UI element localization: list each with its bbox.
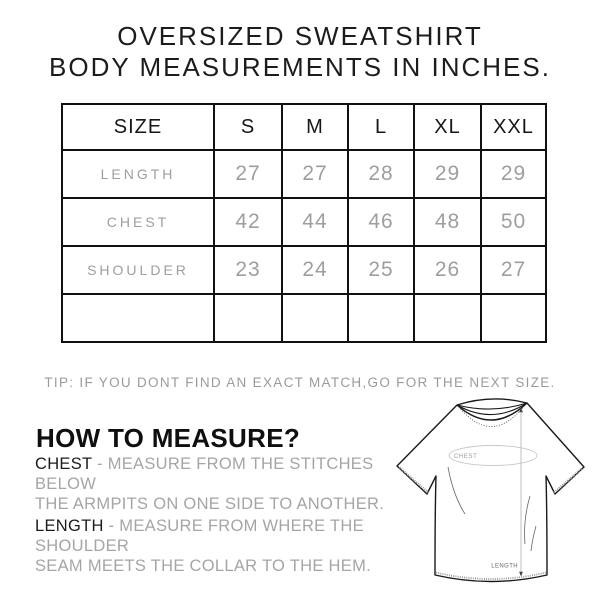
measure-chest-text-line1: - MEASURE FROM THE STITCHES BELOW: [35, 455, 374, 493]
cell-chest-l: 46: [348, 198, 414, 246]
cell-shoulder-l: 25: [348, 246, 414, 294]
cell-empty-l: [348, 294, 414, 342]
cell-chest-s: 42: [214, 198, 282, 246]
row-label-length: LENGTH: [62, 150, 214, 198]
row-label-empty: [62, 294, 214, 342]
cell-empty-xxl: [481, 294, 546, 342]
row-label-chest: CHEST: [62, 198, 214, 246]
page-title: [0, 21, 600, 83]
measure-instruction-chest: [35, 454, 430, 514]
column-header-xxl: XXL: [481, 104, 546, 150]
sizing-tip: TIP: IF YOU DONT FIND AN EXACT MATCH,GO FOR THE NEXT SIZE.: [44, 375, 556, 390]
chest-diagram-label: CHEST: [454, 454, 478, 460]
cell-shoulder-m: 24: [282, 246, 348, 294]
cell-shoulder-xxl: 27: [481, 246, 546, 294]
tshirt-diagram: [394, 397, 592, 597]
column-header-s: S: [214, 104, 282, 150]
cell-empty-xl: [414, 294, 481, 342]
measure-chest-label: CHEST: [35, 455, 93, 473]
title-line-1: OVERSIZED SWEATSHIRT: [117, 21, 483, 51]
cell-chest-xl: 48: [414, 198, 481, 246]
measure-length-text-line2: SEAM MEETS THE COLLAR TO THE HEM.: [35, 557, 372, 575]
cell-empty-m: [282, 294, 348, 342]
size-chart-table: [61, 103, 547, 343]
title-line-2: BODY MEASUREMENTS IN INCHES.: [49, 52, 551, 82]
table-header-row: [62, 104, 546, 150]
column-header-xl: XL: [414, 104, 481, 150]
row-label-shoulder: SHOULDER: [62, 246, 214, 294]
cell-length-s: 27: [214, 150, 282, 198]
length-diagram-label: LENGTH: [491, 563, 518, 570]
how-to-measure-heading: HOW TO MEASURE?: [36, 423, 301, 453]
cell-shoulder-xl: 26: [414, 246, 481, 294]
cell-length-m: 27: [282, 150, 348, 198]
column-header-size: SIZE: [62, 104, 214, 150]
measure-length-label: LENGTH: [35, 517, 104, 535]
cell-length-xxl: 29: [481, 150, 546, 198]
cell-chest-xxl: 50: [481, 198, 546, 246]
cell-length-l: 28: [348, 150, 414, 198]
table-row-chest: [62, 198, 546, 246]
measure-length-text-line1: - MEASURE FROM WHERE THE SHOULDER: [35, 517, 364, 555]
table-row-shoulder: [62, 246, 546, 294]
column-header-m: M: [282, 104, 348, 150]
measure-chest-text-line2: THE ARMPITS ON ONE SIDE TO ANOTHER.: [35, 495, 385, 513]
column-header-l: L: [348, 104, 414, 150]
table-row-length: [62, 150, 546, 198]
cell-length-xl: 29: [414, 150, 481, 198]
table-row-empty: [62, 294, 546, 342]
cell-empty-s: [214, 294, 282, 342]
cell-shoulder-s: 23: [214, 246, 282, 294]
cell-chest-m: 44: [282, 198, 348, 246]
measure-instruction-length: [35, 516, 430, 576]
